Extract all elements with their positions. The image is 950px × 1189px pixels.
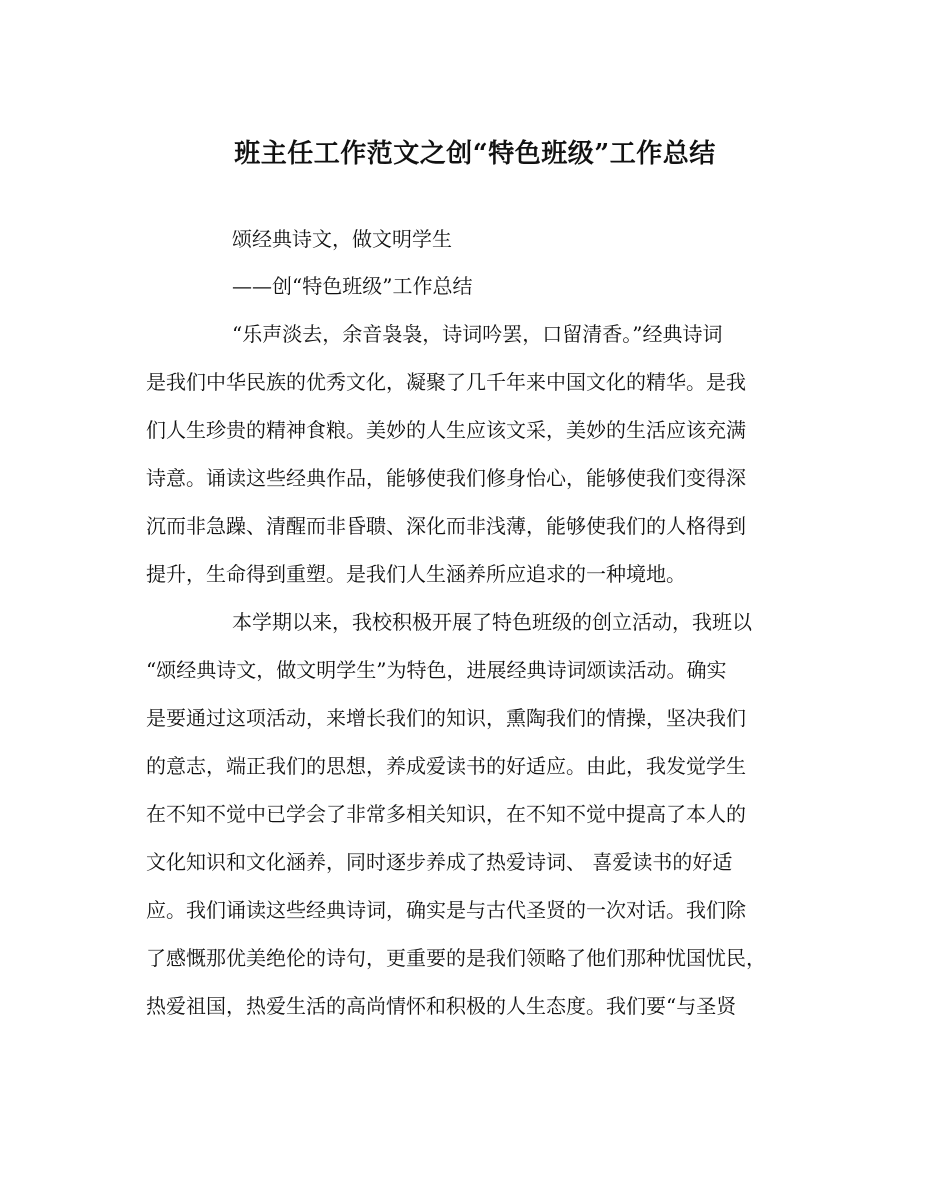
- paragraph-line: 本学期以来，我校积极开展了特色班级的创立活动，我班以: [232, 610, 752, 634]
- paragraph-line: 沉而非急躁、清醒而非昏聩、深化而非浅薄，能够使我们的人格得到: [146, 514, 746, 538]
- paragraph-line: 热爱祖国，热爱生活的高尚情怀和积极的人生态度。我们要“与圣贤: [146, 994, 737, 1018]
- paragraph-line: 是要通过这项活动，来增长我们的知识，熏陶我们的情操，坚决我们: [146, 706, 746, 730]
- essay-subheading: ——创“特色班级”工作总结: [232, 274, 473, 298]
- paragraph-line: 应。我们诵读这些经典诗词，确实是与古代圣贤的一次对话。我们除: [146, 898, 746, 922]
- paragraph-line: 是我们中华民族的优秀文化，凝聚了几千年来中国文化的精华。是我: [146, 370, 746, 394]
- paragraph-line: 文化知识和文化涵养，同时逐步养成了热爱诗词、 喜爱读书的好适: [146, 850, 733, 874]
- paragraph-line: 提升，生命得到重塑。是我们人生涵养所应追求的一种境地。: [146, 562, 686, 586]
- document-title: 班主任工作范文之创“特色班级”工作总结: [234, 139, 716, 169]
- paragraph-line: 了感慨那优美绝伦的诗句，更重要的是我们领略了他们那种忧国忧民，: [146, 946, 766, 970]
- essay-heading: 颂经典诗文，做文明学生: [232, 227, 452, 251]
- paragraph-line: 们人生珍贵的精神食粮。美妙的人生应该文采，美妙的生活应该充满: [146, 418, 746, 442]
- paragraph-line: 在不知不觉中已学会了非常多相关知识，在不知不觉中提高了本人的: [146, 802, 746, 826]
- paragraph-line: 诗意。诵读这些经典作品，能够使我们修身怡心，能够使我们变得深: [146, 466, 746, 490]
- paragraph-line: “颂经典诗文，做文明学生”为特色，进展经典诗词颂读活动。确实: [146, 658, 727, 682]
- paragraph-line: 的意志，端正我们的思想，养成爱读书的好适应。由此，我发觉学生: [146, 754, 746, 778]
- paragraph-line: “乐声淡去，余音袅袅，诗词吟罢，口留清香。”经典诗词: [232, 322, 723, 346]
